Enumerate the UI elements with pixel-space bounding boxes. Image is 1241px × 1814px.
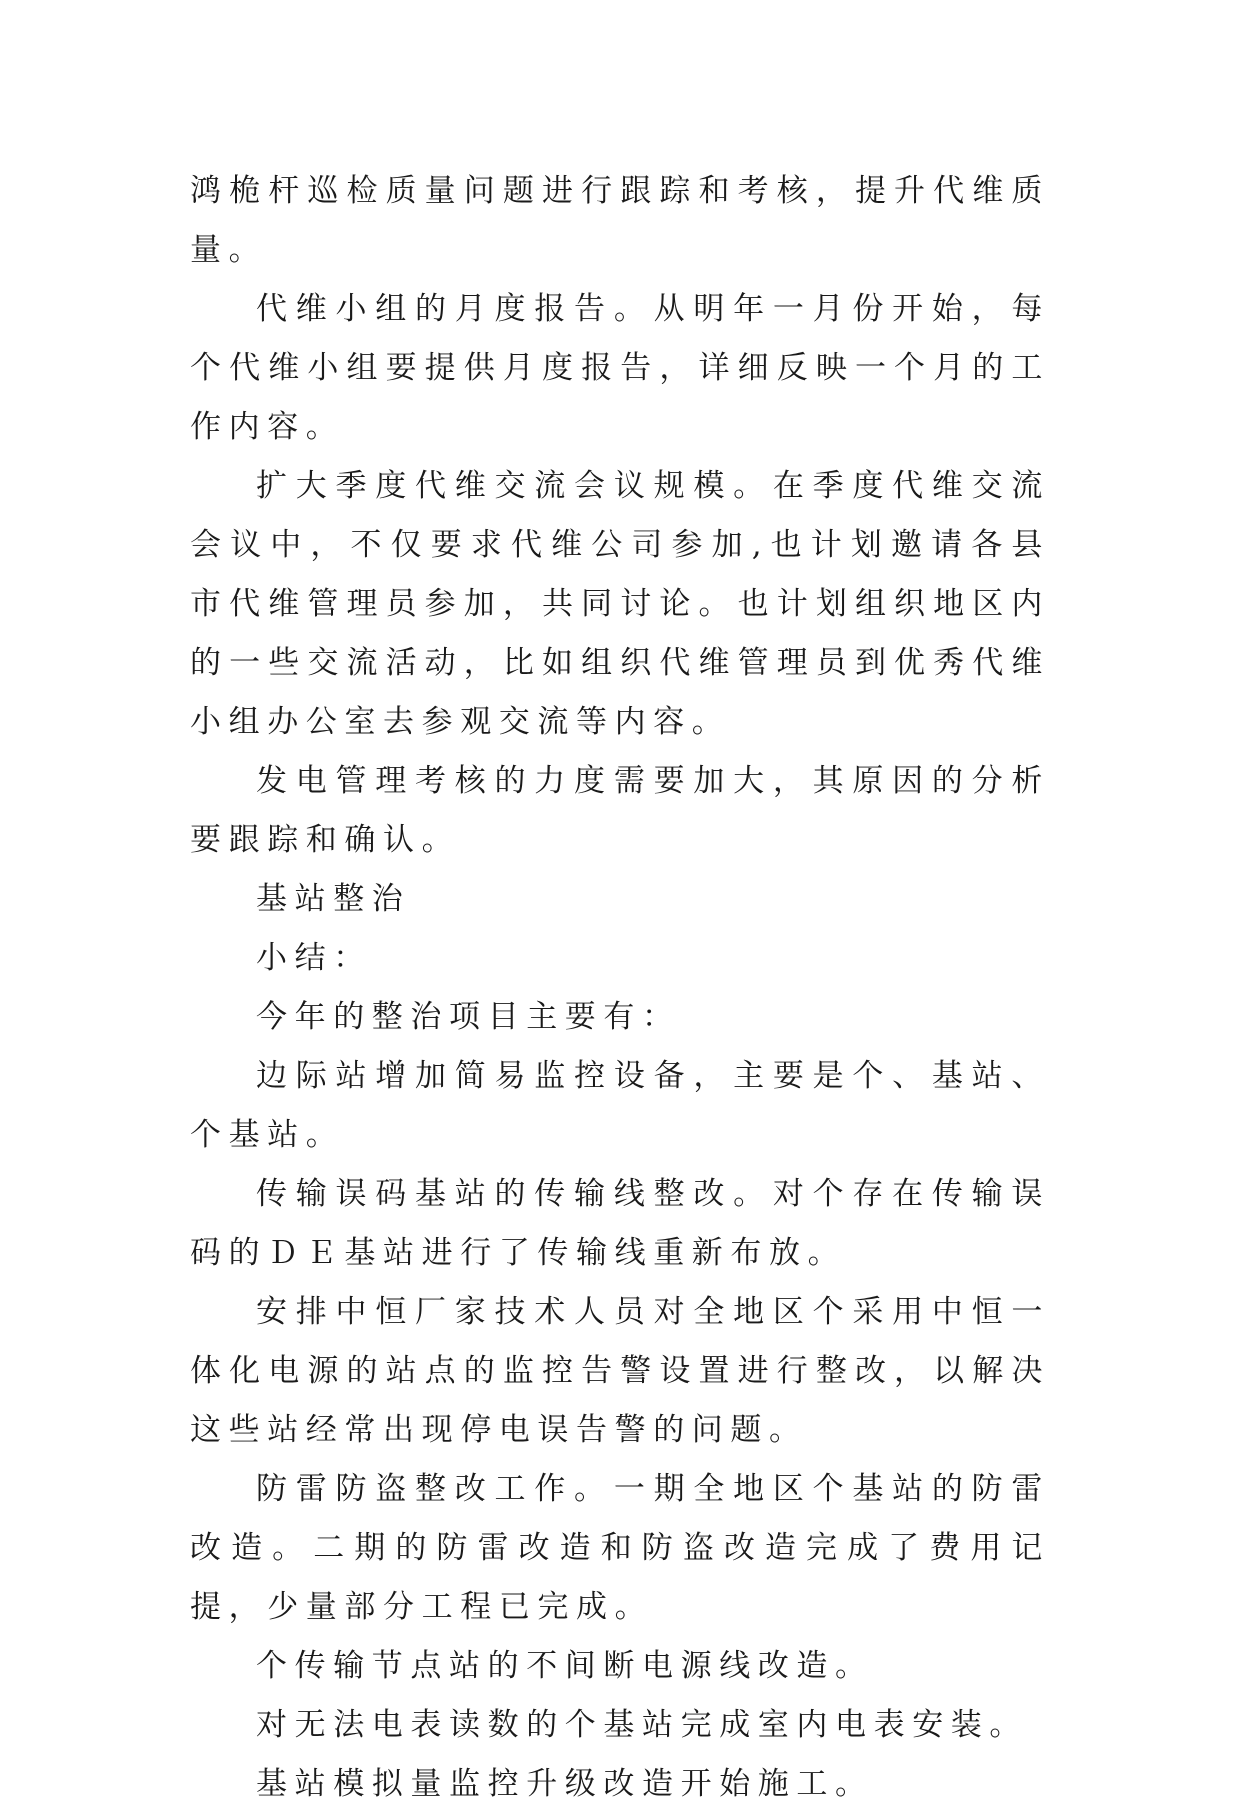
project-item-6: 对无法电表读数的个基站完成室内电表安装。 xyxy=(256,1707,1028,1743)
project-item-1: 边际站增加简易监控设备，主要是个、基站、个基站。 xyxy=(190,1058,1050,1153)
paragraph-4: 发电管理考核的力度需要加大，其原因的分析要跟踪和确认。 xyxy=(190,763,1050,858)
project-item-4: 防雷防盗整改工作。一期全地区个基站的防雷改造。二期的防雷改造和防盗改造完成了费用记提，少量部分工程已完成。 xyxy=(190,1471,1050,1625)
document-body xyxy=(190,162,1050,1814)
project-item-2: 传输误码基站的传输线整改。对个存在传输误码的ＤＥ基站进行了传输线重新布放。 xyxy=(190,1176,1050,1271)
project-item-5: 个传输节点站的不间断电源线改造。 xyxy=(256,1648,874,1684)
project-item-7: 基站模拟量监控升级改造开始施工。 xyxy=(256,1766,874,1802)
projects-intro: 今年的整治项目主要有： xyxy=(256,999,681,1035)
paragraph-3: 扩大季度代维交流会议规模。在季度代维交流会议中，不仅要求代维公司参加,也计划邀请各县市代维管理员参加，共同讨论。也计划组织地区内的一些交流活动，比如组织代维管理员到优秀代维小组办公室去参观交流等内容。 xyxy=(190,468,1050,740)
paragraph-2: 代维小组的月度报告。从明年一月份开始，每个代维小组要提供月度报告，详细反映一个月的工作内容。 xyxy=(190,291,1050,445)
paragraph-1: 鸿桅杆巡检质量问题进行跟踪和考核，提升代维质量。 xyxy=(190,173,1050,268)
section-heading: 基站整治 xyxy=(256,881,411,917)
project-item-3: 安排中恒厂家技术人员对全地区个采用中恒一体化电源的站点的监控告警设置进行整改，以解决这些站经常出现停电误告警的问题。 xyxy=(190,1294,1050,1448)
summary-label: 小结： xyxy=(256,940,372,976)
